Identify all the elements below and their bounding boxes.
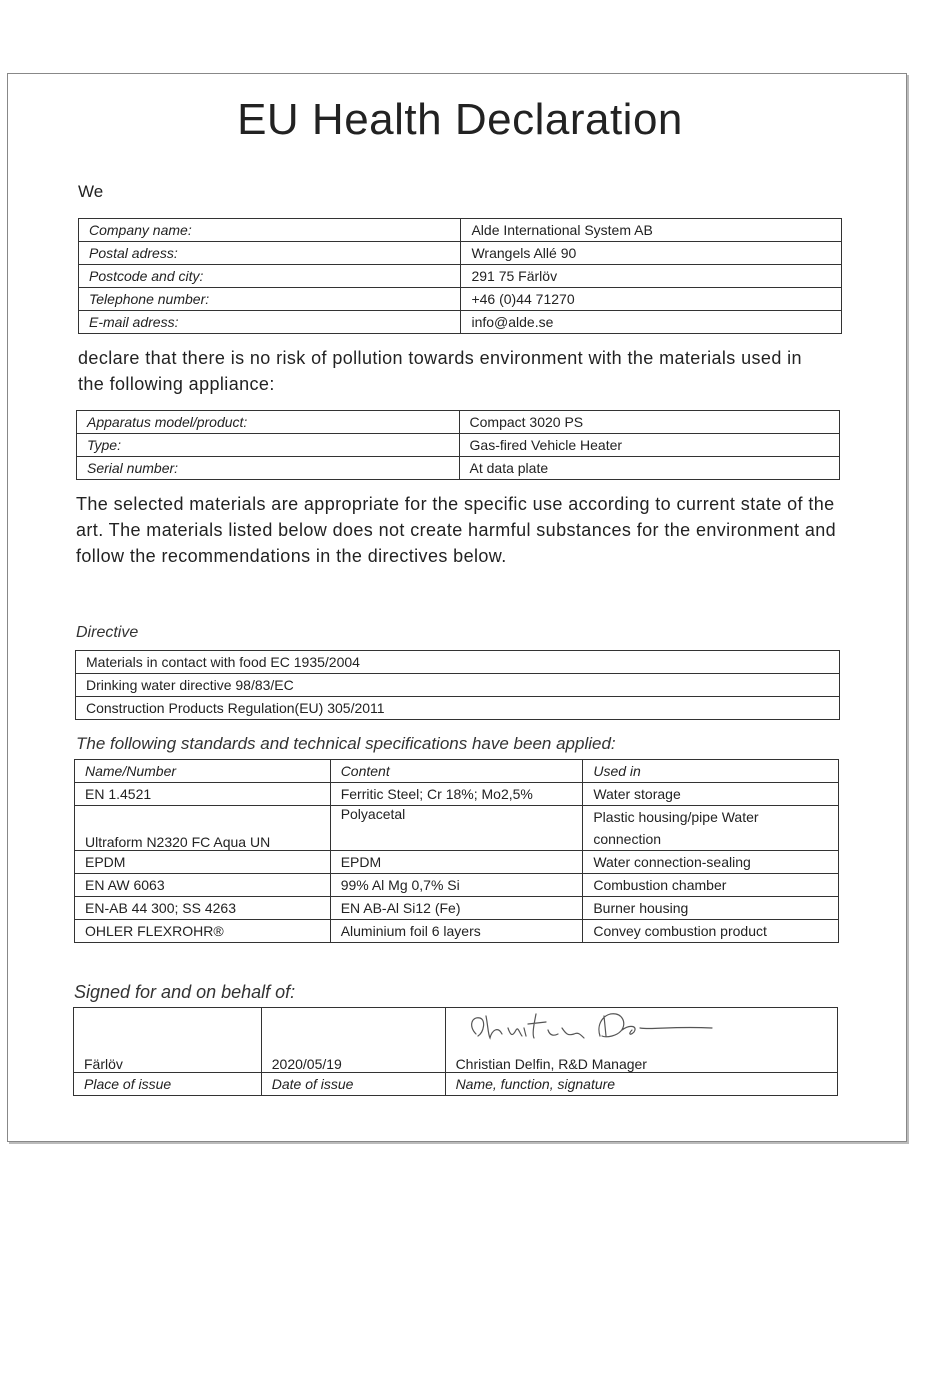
directive-table bbox=[75, 650, 840, 720]
intro-text: We bbox=[78, 182, 104, 201]
appliance-value: At data plate bbox=[459, 457, 839, 480]
place-label: Place of issue bbox=[74, 1073, 262, 1096]
declare-text: declare that there is no risk of pollution towards environment with the materials used in the following appliance: bbox=[78, 348, 802, 394]
table-cell: EPDM bbox=[75, 851, 331, 874]
company-value: Wrangels Allé 90 bbox=[461, 242, 842, 265]
standards-heading: The following standards and technical specifications have been applied: bbox=[76, 734, 616, 753]
company-label: Postal adress: bbox=[79, 242, 461, 265]
table-row bbox=[79, 311, 842, 334]
column-header: Content bbox=[330, 760, 583, 783]
appliance-value: Compact 3020 PS bbox=[459, 411, 839, 434]
table-row bbox=[75, 920, 839, 943]
table-cell: Combustion chamber bbox=[583, 874, 839, 897]
table-cell: EN 1.4521 bbox=[75, 783, 331, 806]
table-cell: Burner housing bbox=[583, 897, 839, 920]
materials-text: The selected materials are appropriate for the specific use according to current state of the art. The materials listed below does not create harmful substances for the environment and follow the recommendations in the directives below. bbox=[76, 494, 837, 566]
company-label: Telephone number: bbox=[79, 288, 461, 311]
company-value: 291 75 Färlöv bbox=[461, 265, 842, 288]
table-cell: EN-AB 44 300; SS 4263 bbox=[75, 897, 331, 920]
table-row bbox=[75, 783, 839, 806]
company-label: Company name: bbox=[79, 219, 461, 242]
table-row bbox=[77, 411, 840, 434]
table-cell: OHLER FLEXROHR® bbox=[75, 920, 331, 943]
appliance-label: Apparatus model/product: bbox=[77, 411, 460, 434]
table-row bbox=[76, 651, 840, 674]
table-row bbox=[76, 697, 840, 720]
company-table bbox=[78, 218, 842, 334]
table-row bbox=[74, 1073, 838, 1096]
directive-item: Drinking water directive 98/83/EC bbox=[76, 674, 840, 697]
company-label: E-mail adress: bbox=[79, 311, 461, 334]
table-cell: Convey combustion product bbox=[583, 920, 839, 943]
appliance-value: Gas-fired Vehicle Heater bbox=[459, 434, 839, 457]
table-cell: EN AB-Al Si12 (Fe) bbox=[330, 897, 583, 920]
name-value: Christian Delfin, R&D Manager bbox=[445, 1008, 837, 1073]
appliance-label: Serial number: bbox=[77, 457, 460, 480]
document-title: EU Health Declaration bbox=[237, 95, 683, 144]
table-row bbox=[79, 242, 842, 265]
table-row bbox=[79, 265, 842, 288]
signed-heading: Signed for and on behalf of: bbox=[74, 982, 296, 1002]
column-header: Used in bbox=[583, 760, 839, 783]
column-header: Name/Number bbox=[75, 760, 331, 783]
table-cell: Aluminium foil 6 layers bbox=[330, 920, 583, 943]
table-cell: Ultraform N2320 FC Aqua UN bbox=[75, 806, 331, 851]
directive-heading: Directive bbox=[76, 624, 139, 641]
table-cell: Water storage bbox=[583, 783, 839, 806]
date-value: 2020/05/19 bbox=[261, 1008, 445, 1073]
place-value: Färlöv bbox=[74, 1008, 262, 1073]
directive-item: Materials in contact with food EC 1935/2004 bbox=[76, 651, 840, 674]
table-row bbox=[77, 434, 840, 457]
handwritten-signature bbox=[462, 1006, 732, 1052]
table-row bbox=[75, 897, 839, 920]
company-value: +46 (0)44 71270 bbox=[461, 288, 842, 311]
table-row bbox=[75, 806, 839, 851]
company-label: Postcode and city: bbox=[79, 265, 461, 288]
date-label: Date of issue bbox=[261, 1073, 445, 1096]
table-cell: Polyacetal bbox=[330, 806, 583, 851]
table-cell: Plastic housing/pipe Water connection bbox=[583, 806, 839, 851]
name-label: Name, function, signature bbox=[445, 1073, 837, 1096]
table-cell: EPDM bbox=[330, 851, 583, 874]
company-value: info@alde.se bbox=[461, 311, 842, 334]
table-cell: Water connection-sealing bbox=[583, 851, 839, 874]
company-value: Alde International System AB bbox=[461, 219, 842, 242]
table-cell: 99% Al Mg 0,7% Si bbox=[330, 874, 583, 897]
table-row bbox=[79, 219, 842, 242]
table-row bbox=[79, 288, 842, 311]
table-row bbox=[75, 874, 839, 897]
table-row bbox=[76, 674, 840, 697]
table-row bbox=[75, 851, 839, 874]
appliance-label: Type: bbox=[77, 434, 460, 457]
appliance-table bbox=[76, 410, 840, 480]
standards-table bbox=[74, 759, 839, 943]
table-row bbox=[77, 457, 840, 480]
table-cell: Ferritic Steel; Cr 18%; Mo2,5% bbox=[330, 783, 583, 806]
directive-item: Construction Products Regulation(EU) 305/2011 bbox=[76, 697, 840, 720]
table-header-row bbox=[75, 760, 839, 783]
table-cell: EN AW 6063 bbox=[75, 874, 331, 897]
